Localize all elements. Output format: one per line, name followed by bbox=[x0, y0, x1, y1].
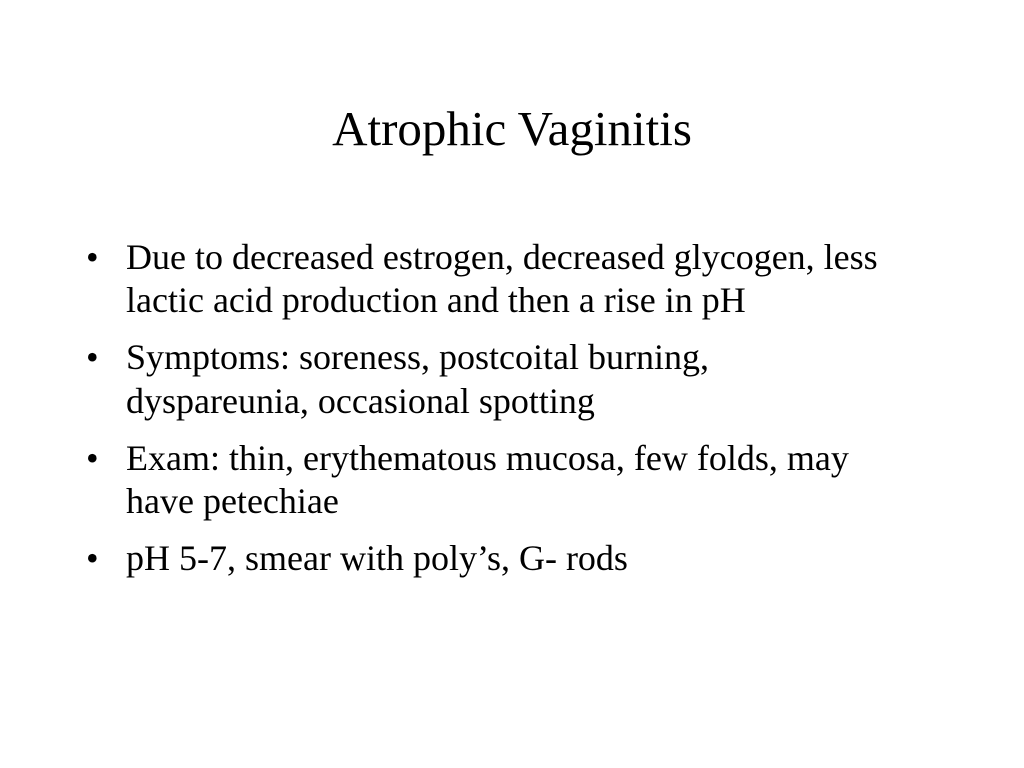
bullet-text: Symptoms: soreness, postcoital burning, dyspareunia, occasional spotting bbox=[126, 337, 709, 421]
bullet-list bbox=[84, 236, 894, 594]
bullet-text: Exam: thin, erythematous mucosa, few folds, may have petechiae bbox=[126, 437, 849, 521]
bullet-text: Due to decreased estrogen, decreased glycogen, less lactic acid production and then a rise in pH bbox=[126, 237, 878, 321]
bullet-text: pH 5-7, smear with poly’s, G- rods bbox=[126, 538, 628, 579]
bullet-item bbox=[84, 537, 894, 580]
bullet-item bbox=[84, 236, 894, 322]
bullet-point-icon: • bbox=[86, 437, 99, 478]
bullet-point-icon: • bbox=[86, 237, 99, 277]
slide-title: Atrophic Vaginitis bbox=[332, 101, 692, 156]
bullet-point-icon: • bbox=[86, 538, 99, 579]
bullet-point-icon: • bbox=[86, 337, 99, 378]
bullet-item bbox=[84, 437, 894, 523]
bullet-item bbox=[84, 336, 894, 422]
